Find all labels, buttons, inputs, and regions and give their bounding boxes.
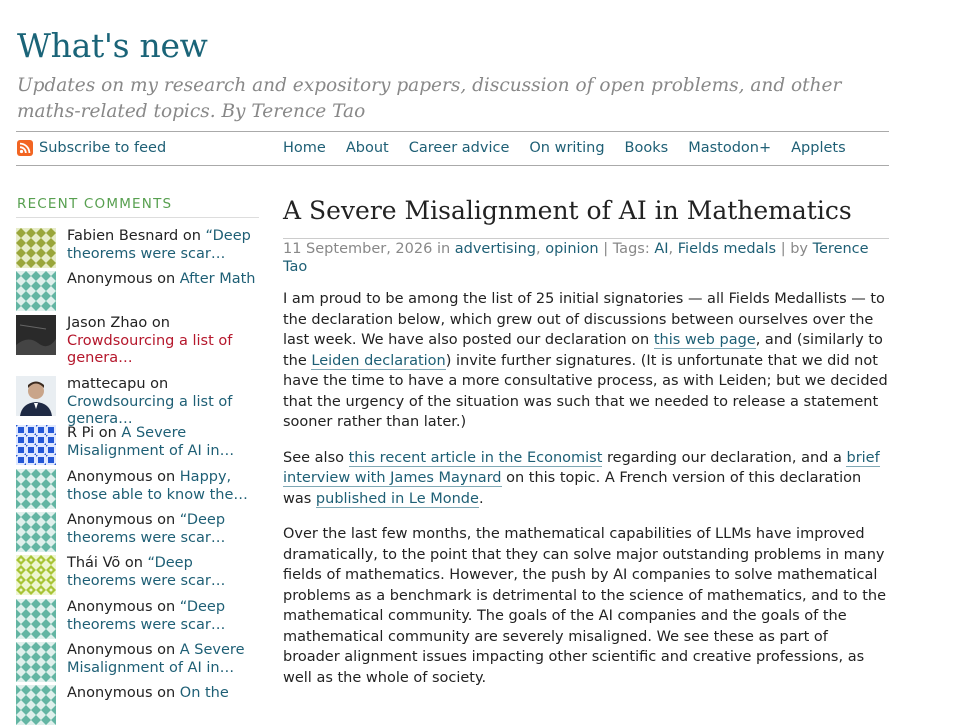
comment-item: [16, 271, 257, 311]
header-rule-top: [16, 131, 889, 132]
post-in-label: in: [436, 241, 451, 257]
avatar[interactable]: [16, 555, 56, 595]
nav-item-mastodon[interactable]: Mastodon+: [688, 140, 772, 156]
comment-author: Anonymous: [67, 271, 153, 287]
comment-post-link[interactable]: Happy, those able to know the…: [67, 469, 248, 503]
comment-post-link[interactable]: “Deep theorems were scar…: [67, 512, 226, 546]
post-body: [283, 289, 889, 703]
paragraph: Over the last few months, the mathematical capabilities of LLMs have improved dramatically, to the point that they can solve major outstanding problems in many fields of mathematics. However, the push by AI companies to solve mathematical problems as a benchmark is detrimental to the science of mathematics, and to the mathematical community. The goals of the AI companies and the goals of the mathematical community are severely misaligned. We see these as part of broader alignment issues impacting other scientific and creative professions, as well as the whole of society.: [283, 526, 887, 686]
comment-author: Anonymous: [67, 685, 153, 701]
post-date: 11 September, 2026: [283, 241, 433, 257]
blog-title[interactable]: What's new: [17, 26, 208, 65]
comment-item: [16, 425, 257, 465]
text: I am proud to be among the list of 25 initial signatories — all Fields Medallists — to the declaration below, which grew out of discussions between ourselves over the last week. We have also posted our declaration on: [283, 291, 885, 348]
avatar[interactable]: [16, 469, 56, 509]
comment-author: Fabien Besnard: [67, 228, 179, 244]
comment-on: on: [157, 469, 176, 485]
paragraph: [283, 289, 889, 433]
leiden-declaration-link[interactable]: Leiden declaration: [311, 352, 446, 369]
avatar[interactable]: [16, 228, 56, 268]
nav-item-home[interactable]: Home: [283, 140, 326, 156]
comment-author: Thái Võ: [67, 555, 121, 571]
comment-on: on: [157, 685, 176, 701]
avatar[interactable]: [16, 376, 56, 416]
nav-item-books[interactable]: Books: [624, 140, 669, 156]
subscribe-link[interactable]: [17, 140, 166, 156]
avatar[interactable]: [16, 685, 56, 725]
avatar[interactable]: [16, 642, 56, 682]
category-link[interactable]: advertising: [454, 241, 537, 257]
maynard-interview-link[interactable]: brief interview with James Maynard: [283, 449, 880, 486]
comment-post-link[interactable]: A Severe Misalignment of AI in…: [67, 425, 235, 459]
subscribe-label[interactable]: Subscribe to feed: [39, 140, 167, 156]
text: See also: [283, 449, 349, 466]
avatar[interactable]: [16, 271, 56, 311]
paragraph: [283, 448, 889, 510]
by-label: | by: [780, 241, 808, 257]
sidebar-rule: [16, 217, 259, 218]
comment-item: [16, 469, 257, 509]
nav-item-on-writing[interactable]: On writing: [529, 140, 605, 156]
rss-icon: [17, 140, 33, 156]
tag-link[interactable]: Fields medals: [677, 241, 777, 257]
comment-author: mattecapu: [67, 376, 146, 392]
economist-article-link[interactable]: this recent article in the Economist: [348, 449, 603, 466]
comment-on: on: [182, 228, 201, 244]
comment-post-link[interactable]: “Deep theorems were scar…: [67, 599, 226, 633]
comment-post-link[interactable]: “Deep theorems were scar…: [67, 228, 251, 262]
comment-on: on: [124, 555, 143, 571]
comment-on: on: [157, 599, 176, 615]
comment-item: [16, 685, 257, 725]
text: , and (similarly to the: [283, 332, 883, 369]
comment-item: [16, 512, 257, 552]
nav-item-about[interactable]: About: [345, 140, 389, 156]
post-meta: 11 September, 2026 in advertising, opinion | Tags: AI, Fields medals | by Terence Tao: [283, 238, 889, 276]
comment-on: on: [157, 642, 176, 658]
category-link[interactable]: opinion: [545, 241, 599, 257]
tags-label: | Tags:: [603, 241, 650, 257]
comment-author: Anonymous: [67, 512, 153, 528]
author-link[interactable]: Terence Tao: [283, 241, 869, 275]
comment-item: [16, 642, 257, 682]
web-page-link[interactable]: this web page: [653, 332, 756, 348]
recent-comments-heading: RECENT COMMENTS: [17, 196, 173, 212]
comment-on: on: [157, 512, 176, 528]
top-nav: [283, 140, 866, 156]
comment-on: on: [157, 271, 176, 287]
comment-item: [16, 376, 257, 429]
comment-item: [16, 228, 257, 268]
text: .: [478, 490, 484, 507]
comment-item: [16, 315, 257, 368]
comment-post-link[interactable]: Crowdsourcing a list of genera…: [67, 332, 233, 366]
nav-item-career-advice[interactable]: Career advice: [408, 140, 510, 156]
comment-on: on: [98, 425, 117, 441]
comment-post-link[interactable]: “Deep theorems were scar…: [67, 555, 226, 589]
comment-post-link[interactable]: After Math: [179, 271, 256, 287]
text: ) invite further signatures. (It is unfortunate that we did not have the time to have a more consultative process, as with Leiden; but we decided that the urgency of the situation was such that we needed to release a statement sooner rather than later.): [283, 352, 888, 430]
avatar[interactable]: [16, 512, 56, 552]
comment-item: [16, 555, 257, 595]
tag-link[interactable]: AI: [654, 241, 669, 257]
comment-author: Anonymous: [67, 469, 153, 485]
comment-post-link[interactable]: On the: [179, 685, 229, 701]
text: regarding our declaration, and a: [602, 449, 847, 466]
post-title[interactable]: A Severe Misalignment of AI in Mathematics: [283, 196, 852, 225]
text: on this topic. A French version of this declaration was: [283, 470, 862, 507]
comment-post-link[interactable]: Crowdsourcing a list of genera…: [67, 393, 233, 427]
avatar[interactable]: [16, 425, 56, 465]
nav-item-applets[interactable]: Applets: [791, 140, 846, 156]
blog-description: Updates on my research and expository papers, discussion of open problems, and other maths-related topics. By Terence Tao: [17, 75, 842, 122]
comment-on: on: [150, 376, 169, 392]
comment-author: Jason Zhao: [67, 315, 148, 331]
comment-on: on: [151, 315, 170, 331]
comment-author: Anonymous: [67, 642, 153, 658]
comment-author: R Pi: [67, 425, 95, 441]
comment-item: [16, 599, 257, 639]
avatar[interactable]: [16, 315, 56, 355]
le-monde-link[interactable]: published in Le Monde: [315, 490, 479, 507]
avatar[interactable]: [16, 599, 56, 639]
header-rule-bottom: [16, 165, 889, 166]
comment-author: Anonymous: [67, 599, 153, 615]
comment-post-link[interactable]: A Severe Misalignment of AI in…: [67, 642, 245, 676]
